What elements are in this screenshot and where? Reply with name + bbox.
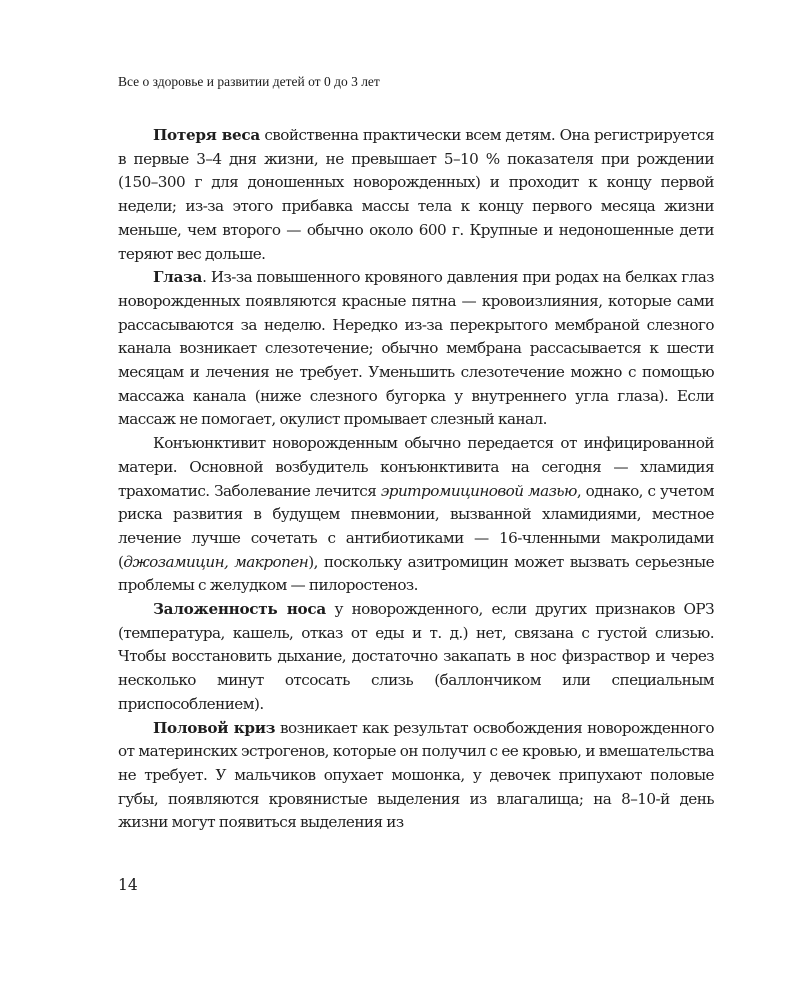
paragraph-text: . Из-за повышенного кровяного давления при родах на белках глаз новорожденных появляются красные пятна — кровоизлияния, которые сами рассасываются за неделю. Нередко из-за перекрытого мембраной слезного канала возникает слезотечение; обычно мембрана рассасывается к шести месяцам и лечения не требует. Уменьшить слезотечение можно с помощью массажа канала (ниже слезного бугорка у внутреннего угла глаза). Если массаж не помогает, окулист промывает слезный канал. <box>118 268 714 429</box>
paragraph-text: свойственна практически всем детям. Она регистрируется в первые 3–4 дня жизни, не превышает 5–10 % показателя при рождении (150–300 г для доношенных новорожденных) и проходит к концу первой недели; из-за этого прибавка массы тела к концу первого месяца жизни меньше, чем второго — обычно около 600 г. Крупные и недоношенные дети теряют вес дольше. <box>118 126 714 263</box>
paragraph-text: , однако, с учетом риска развития в будущем пневмонии, вызванной хламидиями, местное лечение лучше сочетать с антибиотиками — 16-членными макролидами ( <box>118 481 714 571</box>
drug-emphasis: эритромициновой мазью <box>380 481 577 500</box>
paragraph-sexual-crisis <box>118 717 714 836</box>
term-nasal-congestion: Заложенность носа <box>153 600 326 619</box>
paragraph-text: у новорожденного, если других признаков ОРЗ (температура, кашель, отказ от еды и т. д.) нет, связана с густой слизью. Чтобы восстановить дыхание, достаточно закапать в нос физраствор и через несколько минут отсосать слизь (баллончиком или специальным приспособлением). <box>118 600 714 713</box>
paragraph-text: Конъюнктивит новорожденным обычно передается от инфицированной матери. Основной возбудитель конъюнктивита на сегодня — хламидия трахоматис. Заболевание лечится <box>118 434 714 500</box>
term-weight-loss: Потеря веса <box>153 126 260 144</box>
paragraph-nasal-congestion <box>118 598 714 717</box>
page-number: 14 <box>118 876 138 894</box>
paragraph-conjunctivitis <box>118 432 714 598</box>
running-title: Все о здоровье и развитии детей от 0 до 3 лет <box>118 74 380 89</box>
term-sexual-crisis: Половой криз <box>153 718 276 737</box>
paragraph-weight-loss <box>118 124 714 266</box>
paragraph-text: ), поскольку азитромицин может вызвать серьезные проблемы с желудком — пилоростеноз. <box>118 552 715 595</box>
body-text <box>118 124 714 835</box>
paragraph-eyes <box>118 266 714 432</box>
paragraph-text: возникает как результат освобождения новорожденного от материнских эстрогенов, которые он получил с ее кровью, и вмешательства не требует. У мальчиков опухает мошонка, у девочек припухают половые губы, появляются кровянистые выделения из влагалища; на 8–10-й день жизни могут появиться выделения из <box>118 718 714 832</box>
term-eyes: Глаза <box>153 268 203 287</box>
drug-emphasis: джозамицин, макропен <box>123 552 309 571</box>
